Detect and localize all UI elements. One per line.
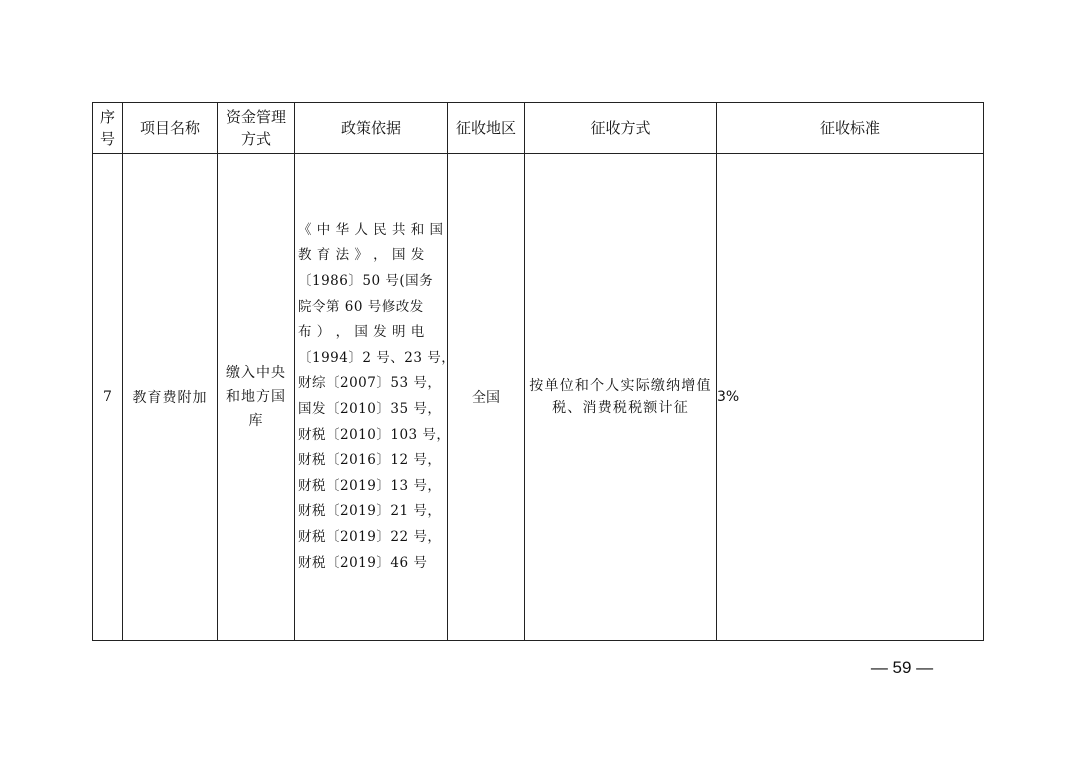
- cell-name: 教育费附加: [123, 154, 218, 641]
- policy-line: 教 育 法 》 ， 国 发: [298, 247, 425, 264]
- cell-method: 按单位和个人实际缴纳增值税、消费税税额计征: [525, 154, 717, 641]
- header-method: [525, 103, 717, 154]
- table-row: [93, 154, 984, 641]
- header-seq-label: 序号: [99, 108, 115, 148]
- header-row: [93, 103, 984, 154]
- policy-line: 财税〔2010〕103 号，: [298, 426, 451, 443]
- cell-fund-mgmt: 缴入中央和地方国库: [218, 154, 295, 641]
- policy-line: 院令第 60 号修改发: [298, 298, 424, 315]
- cell-policy: [295, 154, 456, 641]
- policy-line: 财税〔2019〕22 号，: [298, 528, 442, 545]
- policy-line: 〔1994〕2 号、23 号，: [298, 349, 456, 366]
- page-number: — 59 —: [870, 658, 934, 677]
- header-region: [448, 103, 525, 154]
- policy-line: 财税〔2019〕13 号，: [298, 477, 442, 494]
- cell-standard: 3%: [717, 154, 984, 641]
- header-region-label: 征收地区: [455, 119, 516, 137]
- header-name-label: 项目名称: [139, 119, 200, 137]
- cell-region: 全国: [448, 154, 525, 641]
- cell-seq: 7: [93, 154, 123, 641]
- policy-line: 财税〔2019〕46 号: [298, 554, 428, 571]
- policy-line: 财税〔2019〕21 号，: [298, 503, 442, 520]
- fee-table: [92, 102, 984, 641]
- policy-line: 《 中 华 人 民 共 和 国: [298, 221, 444, 238]
- header-policy-label: 政策依据: [340, 119, 401, 137]
- header-fund-mgmt-label: 资金管理方式: [225, 108, 286, 148]
- header-seq: [93, 103, 123, 154]
- policy-line: 〔1986〕50 号(国务: [298, 273, 434, 290]
- policy-line: 财税〔2016〕12 号，: [298, 452, 442, 469]
- header-standard: [717, 103, 984, 154]
- policy-line: 财综〔2007〕53 号，: [298, 375, 442, 392]
- header-method-label: 征收方式: [590, 119, 651, 137]
- policy-line: 国发〔2010〕35 号，: [298, 401, 442, 417]
- header-name: [123, 103, 218, 154]
- header-standard-label: 征收标准: [819, 119, 880, 137]
- header-policy: [295, 103, 448, 154]
- header-fund-mgmt: [218, 103, 295, 154]
- policy-line: 布 ） ， 国 发 明 电: [298, 324, 425, 341]
